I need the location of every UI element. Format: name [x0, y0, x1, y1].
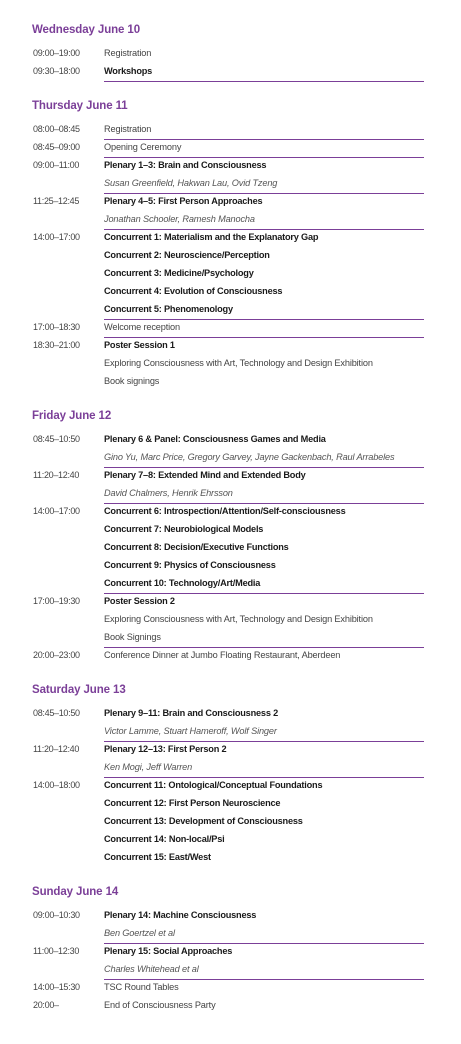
schedule-row	[0, 908, 461, 926]
schedule-row	[0, 648, 461, 666]
schedule-row	[0, 630, 461, 648]
schedule-row	[0, 468, 461, 486]
schedule-row	[0, 248, 461, 266]
session-speakers: Ben Goertzel et al	[104, 928, 175, 938]
schedule-row	[0, 540, 461, 558]
session-title: Concurrent 6: Introspection/Attention/Self-consciousness	[104, 506, 346, 516]
schedule-row	[0, 724, 461, 742]
session-title: Plenary 6 & Panel: Consciousness Games and Media	[104, 434, 326, 444]
session-list	[0, 122, 461, 392]
session-time: 08:45–09:00	[33, 142, 80, 152]
day-title: Sunday June 14	[32, 886, 119, 898]
session-title: Plenary 12–13: First Person 2	[104, 744, 227, 754]
session-title: Concurrent 4: Evolution of Consciousness	[104, 286, 283, 296]
session-title: Concurrent 13: Development of Consciousness	[104, 816, 303, 826]
schedule-row	[0, 594, 461, 612]
schedule-row	[0, 926, 461, 944]
schedule-row	[0, 778, 461, 796]
session-title: Plenary 14: Machine Consciousness	[104, 910, 257, 920]
session-title: Plenary 1–3: Brain and Consciousness	[104, 160, 267, 170]
schedule-row	[0, 284, 461, 302]
schedule-row	[0, 122, 461, 140]
day-title: Saturday June 13	[32, 684, 126, 696]
session-speakers: Charles Whitehead et al	[104, 964, 199, 974]
session-time: 11:25–12:45	[33, 196, 80, 206]
session-title: Concurrent 3: Medicine/Psychology	[104, 268, 254, 278]
session-time: 09:00–19:00	[33, 48, 80, 58]
schedule-row	[0, 576, 461, 594]
day-title: Wednesday June 10	[32, 24, 141, 36]
schedule-row	[0, 432, 461, 450]
session-title: Concurrent 10: Technology/Art/Media	[104, 578, 261, 588]
schedule-row	[0, 998, 461, 1016]
session-speakers: David Chalmers, Henrik Ehrsson	[104, 488, 233, 498]
session-title: Concurrent 11: Ontological/Conceptual Foundations	[104, 780, 323, 790]
session-title: Welcome reception	[104, 322, 180, 332]
session-title: Exploring Consciousness with Art, Technology and Design Exhibition	[104, 614, 373, 624]
schedule-row	[0, 522, 461, 540]
session-title: Book Signings	[104, 632, 161, 642]
schedule-row	[0, 320, 461, 338]
row-divider	[104, 81, 424, 82]
session-title: Exploring Consciousness with Art, Technology and Design Exhibition	[104, 358, 373, 368]
session-time: 14:00–18:00	[33, 780, 80, 790]
session-time: 11:20–12:40	[33, 744, 80, 754]
session-time: 08:00–08:45	[33, 124, 80, 134]
schedule-row	[0, 266, 461, 284]
session-time: 11:00–12:30	[33, 946, 80, 956]
session-list	[0, 908, 461, 1016]
schedule-row	[0, 338, 461, 356]
session-time: 14:00–17:00	[33, 506, 80, 516]
schedule-row	[0, 832, 461, 850]
schedule-row	[0, 374, 461, 392]
day-title: Thursday June 11	[32, 100, 128, 112]
session-title: End of Consciousness Party	[104, 1000, 216, 1010]
schedule-row	[0, 706, 461, 724]
session-time: 09:00–11:00	[33, 160, 80, 170]
schedule-row	[0, 302, 461, 320]
session-title: Plenary 7–8: Extended Mind and Extended Body	[104, 470, 306, 480]
schedule-row	[0, 742, 461, 760]
session-title: Concurrent 14: Non-local/Psi	[104, 834, 225, 844]
session-title: Opening Ceremony	[104, 142, 182, 152]
day-title: Friday June 12	[32, 410, 112, 422]
schedule-row	[0, 612, 461, 630]
session-speakers: Gino Yu, Marc Price, Gregory Garvey, Jayne Gackenbach, Raul Arrabeles	[104, 452, 395, 462]
schedule-row	[0, 850, 461, 868]
schedule-row	[0, 504, 461, 522]
schedule-row	[0, 486, 461, 504]
session-list	[0, 706, 461, 868]
session-time: 09:00–10:30	[33, 910, 80, 920]
session-speakers: Ken Mogi, Jeff Warren	[104, 762, 193, 772]
session-list	[0, 46, 461, 82]
schedule-row	[0, 814, 461, 832]
session-title: Registration	[104, 124, 152, 134]
schedule-row	[0, 962, 461, 980]
session-title: Plenary 15: Social Approaches	[104, 946, 233, 956]
session-time: 09:30–18:00	[33, 66, 80, 76]
schedule-row	[0, 64, 461, 82]
schedule-row	[0, 944, 461, 962]
schedule-row	[0, 558, 461, 576]
session-title: Concurrent 8: Decision/Executive Functions	[104, 542, 289, 552]
schedule-row	[0, 980, 461, 998]
schedule-row	[0, 46, 461, 64]
session-title: Concurrent 2: Neuroscience/Perception	[104, 250, 270, 260]
session-time: 20:00–	[33, 1000, 59, 1010]
schedule-row	[0, 356, 461, 374]
session-time: 08:45–10:50	[33, 434, 80, 444]
schedule-row	[0, 760, 461, 778]
session-speakers: Susan Greenfield, Hakwan Lau, Ovid Tzeng	[104, 178, 278, 188]
session-time: 14:00–17:00	[33, 232, 80, 242]
schedule-row	[0, 230, 461, 248]
session-title: Concurrent 5: Phenomenology	[104, 304, 233, 314]
session-title: Plenary 4–5: First Person Approaches	[104, 196, 263, 206]
session-title: Concurrent 1: Materialism and the Explanatory Gap	[104, 232, 319, 242]
session-title: Plenary 9–11: Brain and Consciousness 2	[104, 708, 278, 718]
schedule-row	[0, 194, 461, 212]
session-title: Poster Session 1	[104, 340, 175, 350]
session-title: Concurrent 12: First Person Neuroscience	[104, 798, 281, 808]
session-title: TSC Round Tables	[104, 982, 179, 992]
session-title: Concurrent 7: Neurobiological Models	[104, 524, 264, 534]
session-title: Poster Session 2	[104, 596, 175, 606]
session-time: 20:00–23:00	[33, 650, 80, 660]
schedule-row	[0, 212, 461, 230]
session-title: Registration	[104, 48, 152, 58]
session-time: 14:00–15:30	[33, 982, 80, 992]
schedule-row	[0, 796, 461, 814]
session-time: 17:00–19:30	[33, 596, 80, 606]
session-title: Conference Dinner at Jumbo Floating Restaurant, Aberdeen	[104, 650, 341, 660]
session-time: 18:30–21:00	[33, 340, 80, 350]
schedule-row	[0, 140, 461, 158]
session-title: Book signings	[104, 376, 160, 386]
session-speakers: Jonathan Schooler, Ramesh Manocha	[104, 214, 255, 224]
session-title: Concurrent 9: Physics of Consciousness	[104, 560, 276, 570]
session-list	[0, 432, 461, 666]
session-speakers: Victor Lamme, Stuart Hameroff, Wolf Singer	[104, 726, 277, 736]
session-title: Workshops	[104, 66, 153, 76]
session-time: 08:45–10:50	[33, 708, 80, 718]
session-time: 17:00–18:30	[33, 322, 80, 332]
session-title: Concurrent 15: East/West	[104, 852, 211, 862]
session-time: 11:20–12:40	[33, 470, 80, 480]
schedule-row	[0, 158, 461, 176]
schedule-row	[0, 450, 461, 468]
schedule-row	[0, 176, 461, 194]
